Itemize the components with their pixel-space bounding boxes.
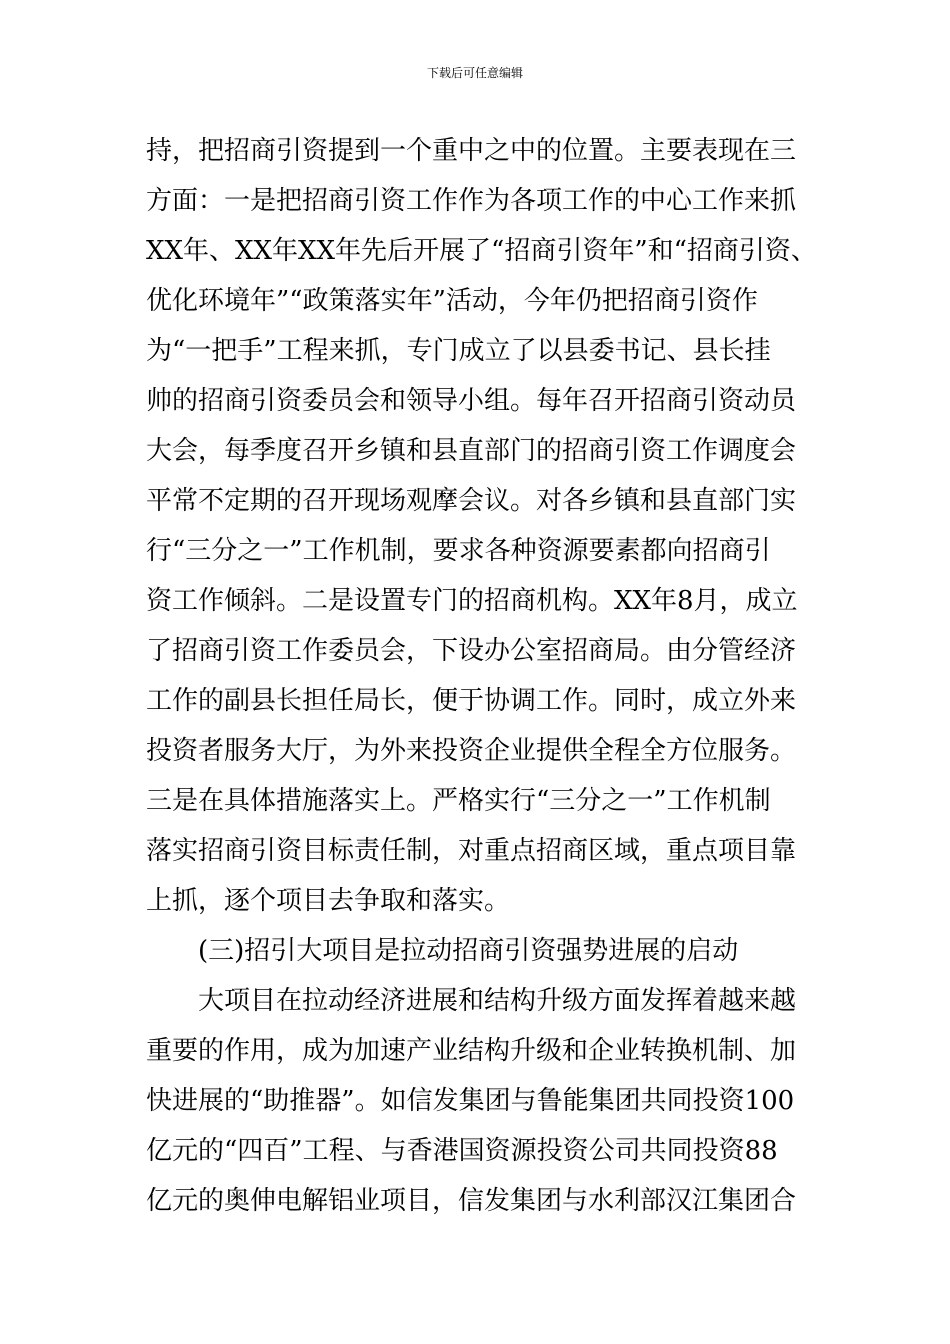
text-line: 行“三分之一”工作机制，要求各种资源要素都向招商引 bbox=[146, 536, 771, 566]
text-line: 上抓，逐个项目去争取和落实。 bbox=[146, 886, 511, 916]
text-line: 重要的作用，成为加速产业结构升级和企业转换机制、加 bbox=[146, 1036, 797, 1066]
text-line: XX年、XX年XX年先后开展了“招商引资年”和“招商引资、 bbox=[146, 236, 817, 266]
document-body bbox=[146, 126, 826, 1226]
text-line: 亿元的奥伸电解铝业项目，信发集团与水利部汉江集团合 bbox=[146, 1186, 797, 1216]
text-line: 大项目在拉动经济进展和结构升级方面发挥着越来越 bbox=[198, 986, 797, 1016]
text-line: 大会，每季度召开乡镇和县直部门的招商引资工作调度会 bbox=[146, 436, 797, 466]
text-line: 了招商引资工作委员会，下设办公室招商局。由分管经济 bbox=[146, 636, 797, 666]
text-line: 为“一把手”工程来抓，专门成立了以县委书记、县长挂 bbox=[146, 336, 771, 366]
text-line: 平常不定期的召开现场观摩会议。对各乡镇和县直部门实 bbox=[146, 486, 797, 516]
text-line: 投资者服务大厅，为外来投资企业提供全程全方位服务。 bbox=[146, 736, 797, 766]
section-heading: (三)招引大项目是拉动招商引资强势进展的启动 bbox=[198, 936, 739, 966]
text-line: 资工作倾斜。二是设置专门的招商机构。XX年8月，成立 bbox=[146, 586, 798, 616]
text-line: 优化环境年”“政策落实年”活动，今年仍把招商引资作 bbox=[146, 286, 758, 316]
text-line: 三是在具体措施落实上。严格实行“三分之一”工作机制 bbox=[146, 786, 771, 816]
text-line: 落实招商引资目标责任制，对重点招商区域，重点项目靠 bbox=[146, 836, 797, 866]
text-line: 快进展的“助推器”。如信发集团与鲁能集团共同投资100 bbox=[146, 1086, 795, 1116]
text-line: 帅的招商引资委员会和领导小组。每年召开招商引资动员 bbox=[146, 386, 797, 416]
text-line: 亿元的“四百”工程、与香港国资源投资公司共同投资88 bbox=[146, 1136, 778, 1166]
text-line: 持，把招商引资提到一个重中之中的位置。主要表现在三 bbox=[146, 136, 797, 166]
text-line: 方面：一是把招商引资工作作为各项工作的中心工作来抓 bbox=[146, 186, 797, 216]
page-header: 下载后可任意编辑 bbox=[426, 66, 523, 80]
text-line: 工作的副县长担任局长，便于协调工作。同时，成立外来 bbox=[146, 686, 797, 716]
